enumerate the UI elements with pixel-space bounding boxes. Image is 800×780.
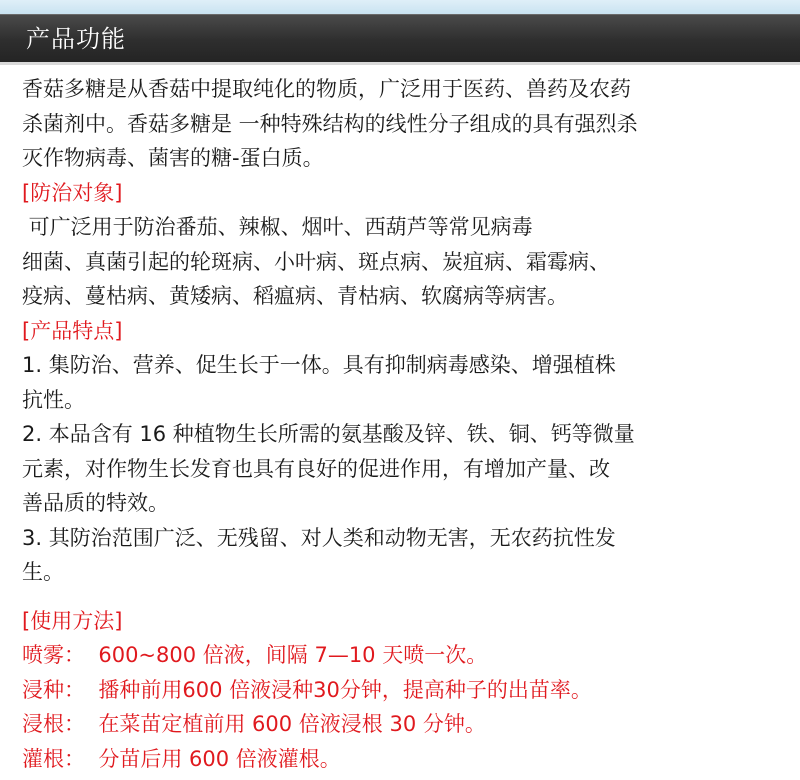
intro-paragraph [22,72,782,176]
intro-line: 杀菌剂中。香菇多糖是 一种特殊结构的线性分子组成的具有强烈杀 [22,111,638,136]
header-divider [0,62,800,65]
features-heading: [产品特点] [22,318,123,343]
intro-line: 香菇多糖是从香菇中提取纯化的物质，广泛用于医药、兽药及农药 [22,77,631,101]
product-description [22,72,782,776]
usage-line-seed-soak: 浸种： 播种前用600 倍液浸种30分钟，提高种子的出苗率。 [22,677,592,702]
features-line: 生。 [22,560,64,584]
targets-line: 疫病、蔓枯病、黄矮病、稻瘟病、青枯病、软腐病等病害。 [22,284,568,308]
usage-line-root-drench: 灌根： 分苗后用 600 倍液灌根。 [22,746,341,771]
section-gap [22,590,782,604]
targets-line: 可广泛用于防治番茄、辣椒、烟叶、西葫芦等常见病毒 [22,215,533,239]
usage-section [22,604,782,777]
features-line: 1. 集防治、营养、促生长于一体。具有抑制病毒感染、增强植株 [22,353,616,377]
targets-section [22,176,782,314]
usage-heading: [使用方法] [22,608,123,633]
targets-line: 细菌、真菌引起的轮斑病、小叶病、斑点病、炭疽病、霜霉病、 [22,249,610,274]
top-decor-strip [0,0,800,14]
features-line: 善品质的特效。 [22,491,169,515]
targets-heading: [防治对象] [22,180,123,205]
features-line: 抗性。 [22,387,85,412]
features-line: 3. 其防治范围广泛、无残留、对人类和动物无害，无农药抗性发 [22,525,616,550]
features-line: 2. 本品含有 16 种植物生长所需的氨基酸及锌、铁、铜、钙等微量 [22,422,635,446]
section-header [0,14,800,62]
features-line: 元素，对作物生长发育也具有良好的促进作用，有增加产量、改 [22,456,610,481]
usage-line-root-dip: 浸根： 在菜苗定植前用 600 倍液浸根 30 分钟。 [22,712,486,736]
usage-line-spray: 喷雾： 600~800 倍液，间隔 7—10 天喷一次。 [22,643,488,667]
section-title: 产品功能 [26,25,126,53]
features-section [22,314,782,590]
intro-line: 灭作物病毒、菌害的糖-蛋白质。 [22,146,324,170]
